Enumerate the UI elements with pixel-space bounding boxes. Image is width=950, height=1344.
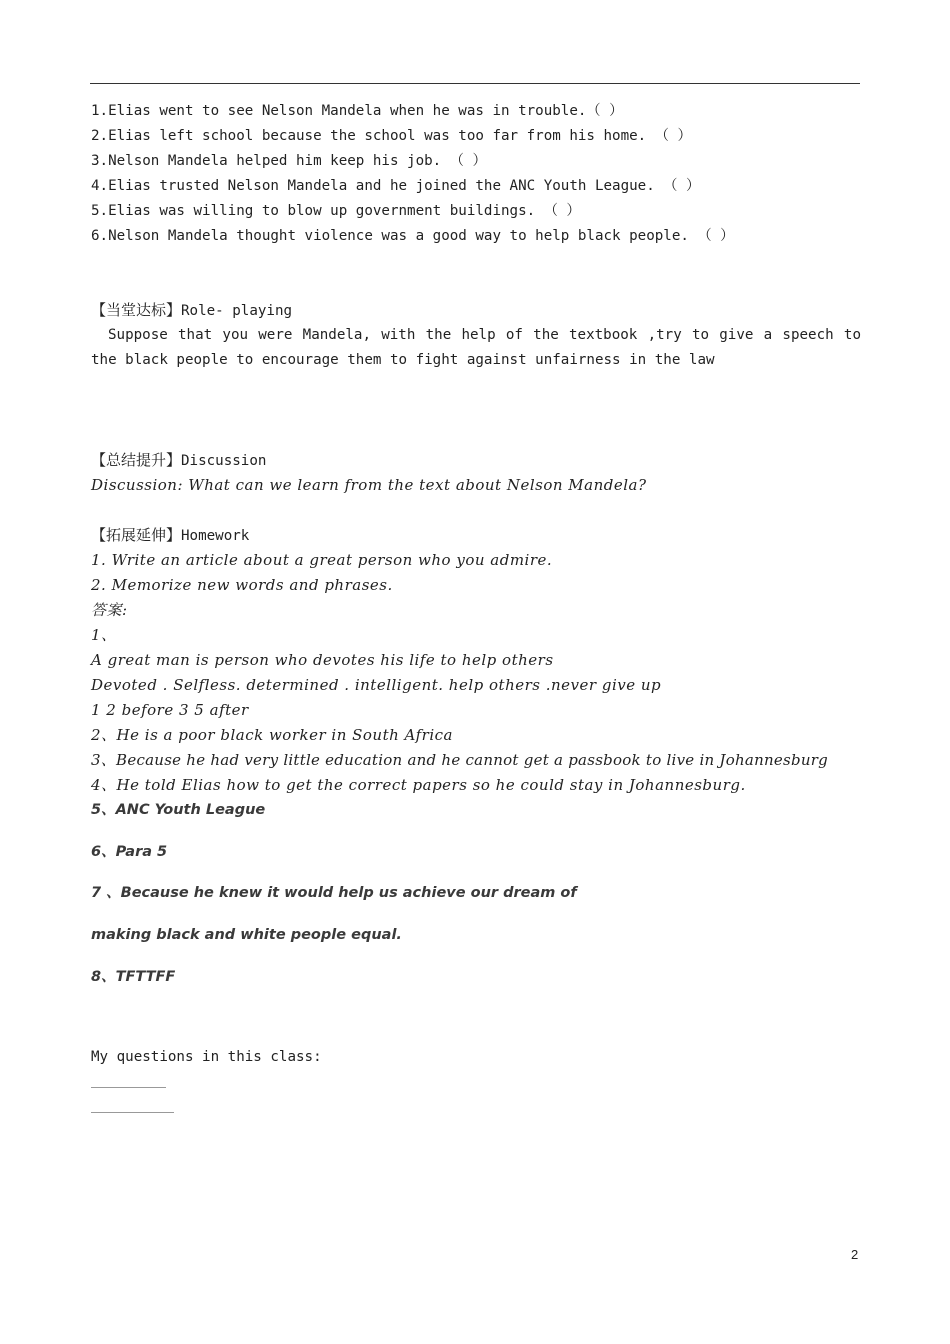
answer-bold-line: 6、Para 5 xyxy=(91,844,168,860)
answer-line: 2、He is a poor black worker in South Africa xyxy=(91,726,453,744)
homework-heading xyxy=(91,525,249,546)
answer-line: Devoted . Selfless. determined . intelligent. help others .never give up xyxy=(91,676,662,694)
answer-line: 3、Because he had very little education and he cannot get a passbook to live in Johannesburg xyxy=(91,751,829,769)
tf-question-5: 5.Elias was willing to blow up government buildings. （ ） xyxy=(91,203,581,219)
answer-bold-line: 5、ANC Youth League xyxy=(91,802,266,818)
header-rule xyxy=(90,83,860,84)
tf-question-1: 1.Elias went to see Nelson Mandela when he was in trouble.（ ） xyxy=(91,103,624,119)
discussion-question: Discussion: What can we learn from the text about Nelson Mandela? xyxy=(91,476,647,494)
homework-item-2: 2. Memorize new words and phrases. xyxy=(91,576,393,594)
role-play-heading xyxy=(91,300,292,321)
role-play-text: Suppose that you were Mandela, with the help of the textbook ,try to give a speech to the black people to encourage them to fight against unfairness in the law xyxy=(91,327,861,368)
answer-blank-2 xyxy=(91,1112,174,1113)
tf-question-4: 4.Elias trusted Nelson Mandela and he joined the ANC Youth League. （ ） xyxy=(91,178,701,194)
answer-line: 4、He told Elias how to get the correct papers so he could stay in Johannesburg. xyxy=(91,776,746,794)
tf-question-6: 6.Nelson Mandela thought violence was a good way to help black people. （ ） xyxy=(91,228,735,244)
homework-title: Homework xyxy=(181,528,250,544)
my-questions-label: My questions in this class: xyxy=(91,1049,322,1065)
answer-bold-line: 7 、Because he knew it would help us achieve our dream of xyxy=(91,885,577,901)
homework-tag: 【拓展延伸】 xyxy=(91,526,182,544)
answer-bold-line: making black and white people equal. xyxy=(91,927,402,943)
tf-question-3: 3.Nelson Mandela helped him keep his job. （ ） xyxy=(91,153,487,169)
homework-item-1: 1. Write an article about a great person who you admire. xyxy=(91,551,553,569)
answers-label: 答案: xyxy=(91,601,128,619)
page-number: 2 xyxy=(851,1247,859,1262)
role-play-title: Role- playing xyxy=(181,303,293,319)
role-play-tag: 【当堂达标】 xyxy=(91,301,182,319)
answer-line: A great man is person who devotes his life to help others xyxy=(91,651,554,669)
discussion-tag: 【总结提升】 xyxy=(91,451,182,469)
discussion-heading xyxy=(91,450,266,471)
answer-line: 1、 xyxy=(91,626,117,644)
tf-question-2: 2.Elias left school because the school was too far from his home. （ ） xyxy=(91,128,692,144)
answer-bold-line: 8、TFTTFF xyxy=(91,969,176,985)
answer-line: 1 2 before 3 5 after xyxy=(91,701,249,719)
discussion-title: Discussion xyxy=(181,453,267,469)
answer-blank-1 xyxy=(91,1087,166,1088)
